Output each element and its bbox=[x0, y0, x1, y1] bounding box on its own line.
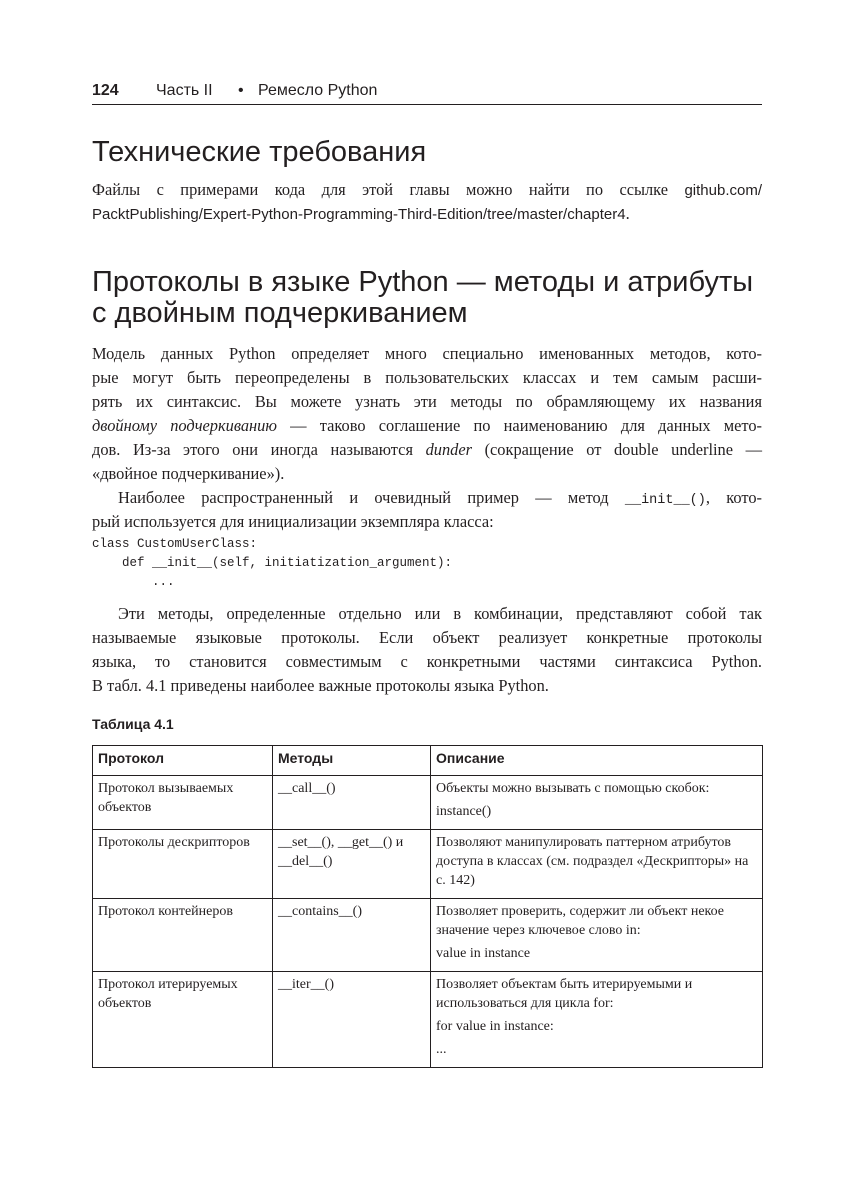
text-line bbox=[92, 366, 762, 390]
text-line bbox=[92, 414, 762, 438]
methods-cell: __iter__() bbox=[273, 972, 431, 1068]
description-text: Позволяет объектам быть итерируемыми и использоваться для цикла for: bbox=[436, 977, 693, 1011]
text-line bbox=[92, 602, 762, 626]
text-line bbox=[92, 674, 762, 698]
text-segment: (сокращение от double underline — bbox=[472, 440, 762, 459]
text-segment: рый используется для инициализации экземпляра класса: bbox=[92, 512, 494, 531]
description-cell bbox=[431, 899, 763, 972]
text-line bbox=[92, 438, 762, 462]
table-header-row bbox=[93, 746, 763, 776]
running-header bbox=[92, 80, 762, 105]
text-segment: рые могут быть переопределены в пользовательских классах и тем самым расши- bbox=[92, 368, 762, 387]
section-heading-protocols-line1: Протоколы в языке Python — методы и атрибуты bbox=[92, 266, 754, 298]
code-block: class CustomUserClass: def __init__(self, initiatization_argument): ... bbox=[92, 537, 453, 589]
text-segment: В табл. 4.1 приведены наиболее важные протоколы языка Python. bbox=[92, 676, 549, 695]
link-text[interactable]: github.com/ bbox=[684, 182, 762, 199]
text-segment: — таково соглашение по наименованию для данных мето- bbox=[276, 416, 762, 435]
intro-paragraph bbox=[92, 342, 762, 486]
part-title: Ремесло Python bbox=[258, 82, 378, 99]
description-cell bbox=[431, 830, 763, 899]
text-line bbox=[92, 510, 762, 534]
text-segment: Файлы с примерами кода для этой главы можно найти по ссылке bbox=[92, 180, 685, 199]
inline-code: __init__() bbox=[624, 493, 706, 508]
text-segment: Наиболее распространенный и очевидный пример — метод bbox=[118, 488, 625, 507]
methods-cell: __set__(), __get__() и __del__() bbox=[273, 830, 431, 899]
description-cell bbox=[431, 776, 763, 830]
header-bullet: • bbox=[238, 82, 244, 99]
column-header-methods: Методы bbox=[273, 746, 431, 776]
description-text: instance() bbox=[436, 804, 492, 819]
text-line bbox=[92, 486, 762, 510]
section-heading-tech-requirements: Технические требования bbox=[92, 136, 427, 168]
protocol-cell: Протокол контейнеров bbox=[93, 899, 273, 972]
column-header-description: Описание bbox=[431, 746, 763, 776]
text-segment: «двойное подчеркивание»). bbox=[92, 464, 285, 483]
protocol-cell: Протоколы дескрипторов bbox=[93, 830, 273, 899]
table-row bbox=[93, 899, 763, 972]
description-text: Позволяет проверить, содержит ли объект некое значение через ключевое слово in: bbox=[436, 904, 725, 938]
description-text: Позволяют манипулировать паттерном атрибутов доступа в классах (см. подраздел «Дескрипторы» на с. 142) bbox=[436, 835, 749, 888]
text-segment: языка, то становится совместимым с конкретными частями синтаксиса Python. bbox=[92, 652, 762, 671]
tech-requirements-paragraph bbox=[92, 178, 762, 226]
protocol-cell: Протокол вызываемых объектов bbox=[93, 776, 273, 830]
methods-cell: __call__() bbox=[273, 776, 431, 830]
table-row bbox=[93, 972, 763, 1068]
text-segment: , кото- bbox=[705, 488, 762, 507]
section-heading-protocols-line2: с двойным подчеркиванием bbox=[92, 297, 468, 329]
text-line bbox=[92, 390, 762, 414]
protocol-cell: Протокол итерируемых объектов bbox=[93, 972, 273, 1068]
text-line bbox=[92, 202, 762, 226]
description-text: value in instance bbox=[436, 946, 531, 961]
table-row bbox=[93, 776, 763, 830]
italic-text: двойному подчеркиванию bbox=[92, 416, 277, 435]
text-line bbox=[92, 462, 762, 486]
protocols-paragraph bbox=[92, 602, 762, 698]
text-segment: Модель данных Python определяет много специально именованных методов, кото- bbox=[92, 344, 762, 363]
protocols-table bbox=[92, 745, 763, 1068]
text-line bbox=[92, 626, 762, 650]
text-segment: . bbox=[625, 204, 630, 223]
text-line bbox=[92, 650, 762, 674]
description-text: ... bbox=[436, 1042, 447, 1057]
text-line bbox=[92, 342, 762, 366]
description-cell bbox=[431, 972, 763, 1068]
init-example-paragraph bbox=[92, 486, 762, 534]
methods-cell: __contains__() bbox=[273, 899, 431, 972]
link-text[interactable]: PacktPublishing/Expert-Python-Programming-Third-Edition/tree/master/chapter4 bbox=[92, 206, 626, 223]
text-line bbox=[92, 178, 762, 202]
table-caption: Таблица 4.1 bbox=[92, 716, 174, 732]
text-segment: Эти методы, определенные отдельно или в комбинации, представляют собой так bbox=[118, 604, 762, 623]
description-text: Объекты можно вызывать с помощью скобок: bbox=[436, 781, 710, 796]
italic-text: dunder bbox=[425, 440, 472, 459]
text-segment: рять их синтаксис. Вы можете узнать эти методы по обрамляющему их названия bbox=[92, 392, 762, 411]
text-segment: дов. Из-за этого они иногда называются bbox=[92, 440, 426, 459]
part-label: Часть II bbox=[156, 82, 213, 99]
page-number: 124 bbox=[92, 82, 119, 99]
description-text: for value in instance: bbox=[436, 1019, 554, 1034]
table-row bbox=[93, 830, 763, 899]
column-header-protocol: Протокол bbox=[93, 746, 273, 776]
text-segment: называемые языковые протоколы. Если объект реализует конкретные протоколы bbox=[92, 628, 762, 647]
